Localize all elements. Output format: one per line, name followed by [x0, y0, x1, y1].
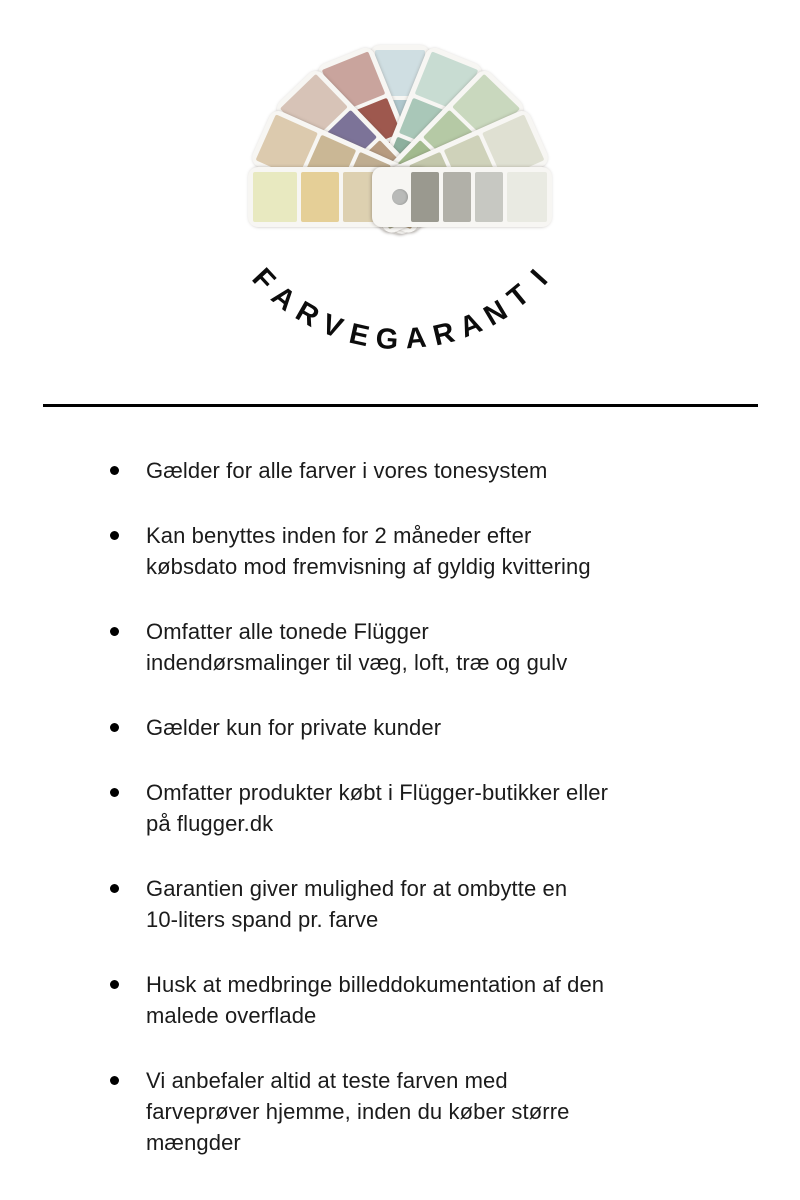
arc-letter: A [265, 279, 302, 319]
fan-rivet-icon [392, 189, 408, 205]
list-item [110, 520, 730, 582]
arc-letter: A [454, 306, 487, 345]
list-item [110, 1065, 730, 1158]
farvegaranti-logo [0, 0, 800, 380]
list-item [110, 777, 730, 839]
fan-blade [372, 167, 552, 227]
list-item-text: Omfatter produkter købt i Flügger-butikker eller på flugger.dk [146, 780, 609, 836]
list-item-text: Husk at medbringe billeddokumentation af den malede overflade [146, 972, 605, 1028]
arc-letter: N [478, 294, 513, 333]
bullet-dot-icon [110, 466, 119, 475]
list-item-text: Gælder kun for private kunder [146, 715, 442, 740]
bullet-dot-icon [110, 1076, 119, 1085]
arc-letter: R [429, 316, 458, 353]
bullet-dot-icon [110, 627, 119, 636]
bullet-dot-icon [110, 788, 119, 797]
list-item-text: Garantien giver mulighed for at ombytte en 10-liters spand pr. farve [146, 876, 568, 932]
color-swatch [475, 172, 503, 222]
arc-letter: A [403, 322, 428, 356]
arc-letter: V [317, 308, 348, 346]
arc-letter: R [289, 295, 325, 334]
color-swatch [443, 172, 471, 222]
arc-letter: G [375, 322, 400, 356]
arc-letter: I [524, 263, 554, 292]
list-item-text: Omfatter alle tonede Flügger indendørsmalinger til væg, loft, træ og gulv [146, 619, 568, 675]
bullet-dot-icon [110, 980, 119, 989]
list-item [110, 873, 730, 935]
guarantee-list [110, 455, 730, 1192]
arc-letter: T [501, 278, 536, 315]
arc-letter: F [245, 262, 281, 298]
arc-letter: E [346, 317, 373, 353]
bullet-dot-icon [110, 884, 119, 893]
bullet-dot-icon [110, 531, 119, 540]
list-item [110, 455, 730, 486]
list-item-text: Gælder for alle farver i vores tonesystem [146, 458, 548, 483]
divider [43, 404, 758, 407]
color-swatch [301, 172, 339, 222]
color-swatch [507, 172, 547, 222]
list-item [110, 616, 730, 678]
list-item [110, 969, 730, 1031]
list-item-text: Kan benyttes inden for 2 måneder efter købsdato mod fremvisning af gyldig kvittering [146, 523, 591, 579]
list-item-text: Vi anbefaler altid at teste farven med farveprøver hjemme, inden du køber større mængder [146, 1068, 570, 1155]
bullet-dot-icon [110, 723, 119, 732]
color-swatch [253, 172, 297, 222]
color-swatch [411, 172, 439, 222]
list-item [110, 712, 730, 743]
